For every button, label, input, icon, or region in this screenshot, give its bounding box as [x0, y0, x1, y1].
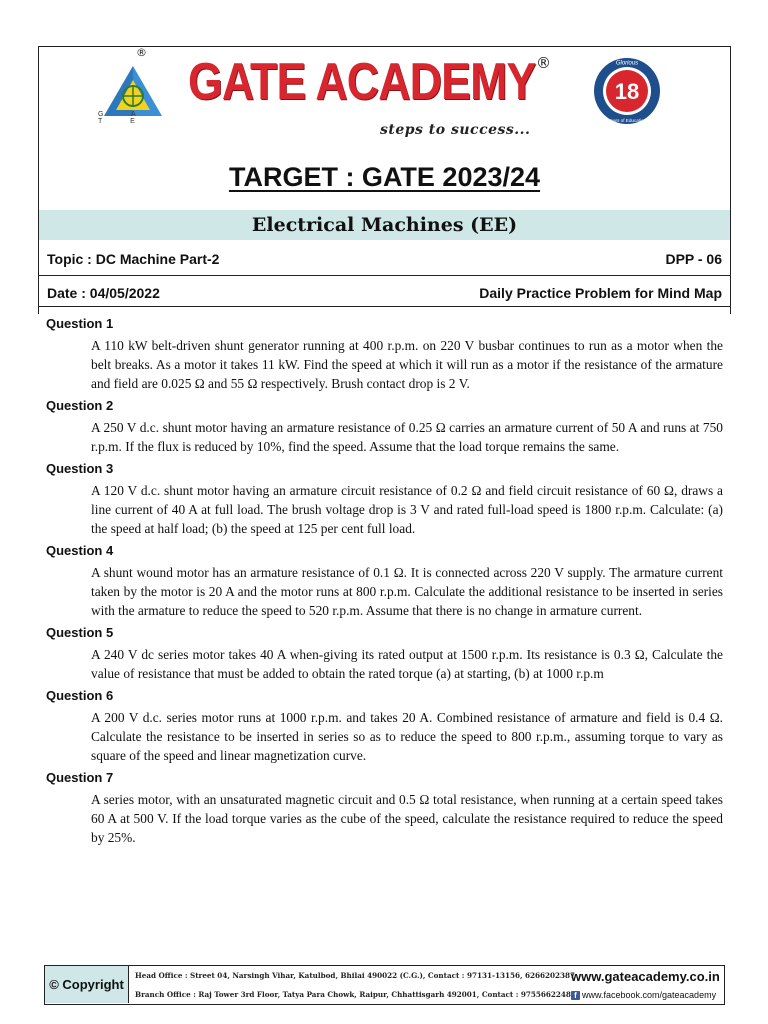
subject-banner	[38, 210, 731, 240]
subject-title: Electrical Machines (EE)	[251, 214, 518, 236]
question-title: Question 7	[46, 770, 114, 785]
question-text: A shunt wound motor has an armature resistance of 0.1 Ω. It is connected across 220 V supply. The armature current taken by the motor is 20 A and the motor runs at 800 r.p.m. Calculate the additional resistance to be inserted in series with the armature to reduce the speed to 520 r.p.m. Assume that there is no change in armature current.	[91, 565, 723, 618]
question-text: A 250 V d.c. shunt motor having an armature resistance of 0.25 Ω carries an armature current of 50 A and runs at 750 r.p.m. If the flux is reduced by 10%, find the speed. Assume that the load torque remains the same.	[91, 420, 723, 454]
facebook-icon: f	[571, 991, 580, 1000]
question-item	[46, 316, 726, 393]
question-item	[46, 398, 726, 456]
page-header	[38, 46, 731, 210]
question-title: Question 6	[46, 688, 114, 703]
facebook-link[interactable]	[571, 990, 716, 1000]
question-title: Question 2	[46, 398, 114, 413]
divider	[38, 275, 731, 276]
badge-top-text: Glorious	[615, 60, 639, 67]
description-label: Daily Practice Problem for Mind Map	[479, 285, 722, 301]
tagline: steps to success...	[380, 122, 531, 138]
page-footer	[44, 965, 725, 1005]
question-text: A 120 V d.c. shunt motor having an armature circuit resistance of 0.2 Ω and field circuit resistance of 60 Ω, draws a line current of 40 A at full load. The brush voltage drop is 3 V and rated full-load speed is 1800 r.p.m. Calculate: (a) the speed at half load; (b) the speed at 125 per cent full load.	[91, 483, 723, 536]
question-text: A series motor, with an unsaturated magnetic circuit and 0.5 Ω total resistance, when running at a certain speed takes 60 A at 500 V. If the load torque varies as the cube of the speed, calculate the resistance required to reduce the speed by 25%.	[91, 792, 723, 845]
target-title: TARGET : GATE 2023/24	[228, 162, 541, 192]
question-list	[46, 316, 726, 852]
question-text: A 240 V dc series motor takes 40 A when-giving its rated output at 1500 r.p.m. Its resistance is 0.3 Ω, Calculate the value of resistance that must be added to obtain the rated torque (a) at starting, (b) at 1000 r.p.m	[91, 647, 723, 681]
brand-name: GATE ACADEMY	[188, 53, 536, 111]
question-item	[46, 461, 726, 538]
question-item	[46, 543, 726, 620]
question-title: Question 3	[46, 461, 114, 476]
page-title	[38, 162, 731, 193]
date-label: Date : 04/05/2022	[47, 285, 160, 301]
logo-letters: G A T E	[98, 111, 149, 125]
facebook-url: www.facebook.com/gateacademy	[582, 990, 717, 1000]
topic-row	[38, 246, 731, 273]
badge-number: 18	[614, 79, 640, 104]
question-title: Question 4	[46, 543, 114, 558]
date-row	[38, 280, 731, 307]
registered-mark: ®	[536, 54, 551, 72]
question-item	[46, 770, 726, 847]
question-title: Question 1	[46, 316, 114, 331]
anniversary-badge-icon	[592, 56, 662, 126]
badge-bottom-text: Years of Education	[607, 118, 647, 123]
registered-mark: ®	[136, 46, 147, 59]
question-text: A 110 kW belt-driven shunt generator running at 400 r.p.m. on 220 V busbar continues to run as a motor when the belt breaks. As a motor it takes 11 kW. Find the speed at which it will run as a motor if the resistance of the armature and field are 0.025 Ω and 55 Ω respectively. Brush contact drop is 2 V.	[91, 338, 723, 391]
website-link[interactable]: www.gateacademy.co.in	[571, 969, 720, 984]
copyright-label: © Copyright	[45, 966, 129, 1003]
head-office-address: Head Office : Street 04, Narsingh Vihar, Katulbod, Bhilai 490022 (C.G.), Contact : 97131-13156, 6266202387	[135, 971, 575, 980]
dpp-label: DPP - 06	[665, 251, 722, 267]
branch-office-address: Branch Office : Raj Tower 3rd Floor, Tatya Para Chowk, Raipur, Chhattisgarh 492001, Contact : 9755662248	[135, 990, 571, 999]
question-text: A 200 V d.c. series motor runs at 1000 r.p.m. and takes 20 A. Combined resistance of armature and field is 0.4 Ω. Calculate the resistance to be inserted in series so as to reduce the speed to 800 r.p.m., assuming torque to vary as square of the speed and linear magnetization curve.	[91, 710, 723, 763]
question-item	[46, 688, 726, 765]
question-item	[46, 625, 726, 683]
topic-label: Topic : DC Machine Part-2	[47, 251, 220, 267]
question-title: Question 5	[46, 625, 114, 640]
